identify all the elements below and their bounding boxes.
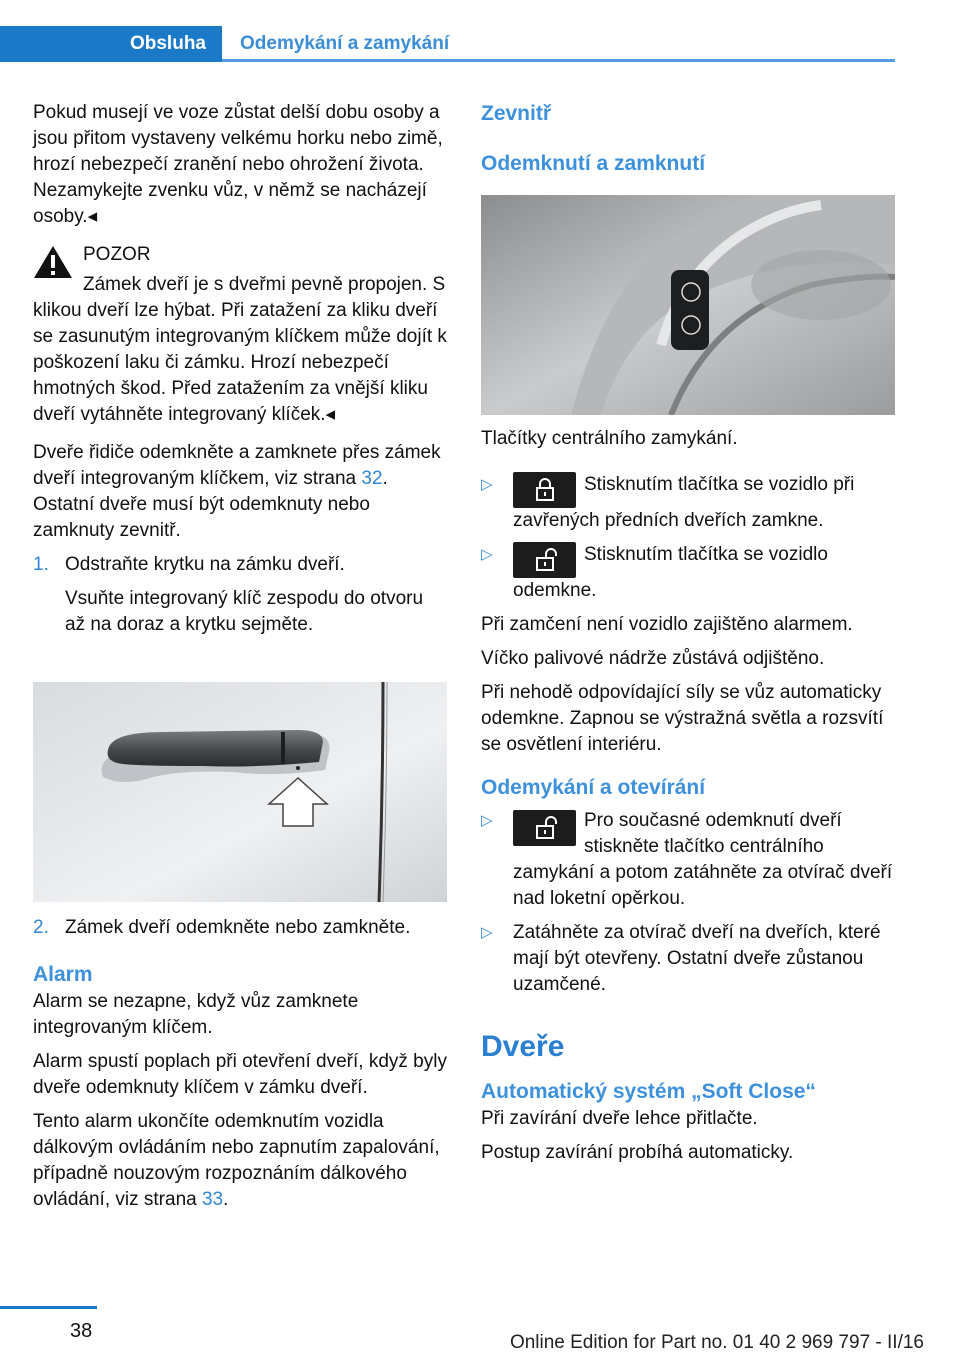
warning-text: Zámek dveří je s dveřmi pevně propojen. S klikou dveří lze hýbat. Při zatažení za kliku dveří se zasunutým integrovaným klíčkem může dojít k poškození laku či zámku. Hrozí nebezpečí hmotných škod. Před zatažením za vnější kliku dveří vytáhněte integrovaný klíček.◂ <box>33 274 447 425</box>
chapter-tab[interactable]: Obsluha <box>0 26 222 62</box>
bullet-triangle-icon: ▷ <box>481 476 493 493</box>
header-rule <box>222 59 895 62</box>
paragraph-alarm-note: Při zamčení není vozidlo zajištěno alarmem. <box>481 614 853 635</box>
warning-triangle-icon <box>33 244 73 280</box>
step-2 <box>33 915 447 941</box>
heading-doors: Dveře <box>481 1030 565 1063</box>
bullet-open-all-text: Pro současné odemknutí dveří stiskněte tlačítko centrálního zamykání a potom zatáhněte za otvírač dveří nad loketní opěrkou. <box>513 810 893 909</box>
heading-soft-close: Automatický systém „Soft Close“ <box>481 1080 816 1103</box>
right-column <box>481 426 895 1174</box>
unlock-button-icon <box>513 810 576 846</box>
step-2-text: Zámek dveří odemkněte nebo zamkněte. <box>65 917 411 938</box>
paragraph-fuel-flap: Víčko palivové nádrže zůstává odjištěno. <box>481 648 825 669</box>
lock-button-icon <box>513 472 576 508</box>
alarm-heading: Alarm <box>33 963 93 986</box>
step-1-number: 1. <box>33 554 49 575</box>
section-title[interactable]: Odemykání a zamykání <box>240 33 450 54</box>
bullet-triangle-icon: ▷ <box>481 812 493 829</box>
bullet-triangle-icon: ▷ <box>481 924 493 941</box>
right-column-top <box>481 100 895 178</box>
bullet-triangle-icon: ▷ <box>481 546 493 563</box>
bullet-unlock-text: Stisknutím tlačítka se vozidlo odemkne. <box>513 544 828 601</box>
step-1-text-b: Vsuňte integrovaný klíč zespodu do otvoru až na doraz a krytku sejměte. <box>65 588 424 635</box>
alarm-paragraph-1: Alarm se nezapne, když vůz zamknete integrovaným klíčem. <box>33 991 359 1038</box>
door-handle-photo <box>33 682 447 902</box>
paragraph-soft-close-1: Při zavírání dveře lehce přitlačte. <box>481 1108 758 1129</box>
page-link-33[interactable]: 33 <box>201 1189 224 1210</box>
page-number: 38 <box>70 1320 93 1342</box>
warning-title: POZOR <box>83 244 151 265</box>
bullet-lock <box>481 472 895 534</box>
bullet-open-all <box>481 808 895 912</box>
unlock-button-icon <box>513 542 576 578</box>
heading-unlock-lock: Odemknutí a zamknutí <box>481 152 706 175</box>
page-link-32[interactable]: 32 <box>361 468 383 489</box>
heading-unlock-open: Odemykání a otevírání <box>481 776 706 799</box>
figure-caption: Tlačítky centrálního zamykání. <box>481 428 738 449</box>
edition-note: Online Edition for Part no. 01 40 2 969 797 - II/16 <box>509 1332 924 1353</box>
paragraph-accident: Při nehodě odpovídající síly se vůz automaticky odemkne. Zapnou se výstražná světla a rozsvítí se osvětlení interiéru. <box>481 682 884 755</box>
bullet-open-one-text: Zatáhněte za otvírač dveří na dveřích, které mají být otevřeny. Ostatní dveře zůstanou uzamčené. <box>513 922 881 995</box>
heading-inside: Zevnitř <box>481 102 552 125</box>
intro-paragraph: Pokud musejí ve voze zůstat delší dobu osoby a jsou přitom vystaveny velkému horku nebo zimě, hrozí nebezpečí zranění nebo ohrožení života. Nezamykejte zvenku vůz, v němž se nacházejí osoby.◂ <box>33 102 443 227</box>
step-1-text-a: Odstraňte krytku na zámku dveří. <box>65 554 345 575</box>
alarm-paragraph-2: Alarm spustí poplach při otevření dveří, když byly dveře odemknuty klíčem v zámku dveří. <box>33 1051 447 1098</box>
left-column <box>33 100 447 646</box>
bullet-unlock <box>481 542 895 604</box>
paragraph-soft-close-2: Postup zavírání probíhá automaticky. <box>481 1142 794 1163</box>
bullet-open-one <box>481 920 895 998</box>
left-column-lower <box>33 915 447 1221</box>
step-2-number: 2. <box>33 917 49 938</box>
alarm-paragraph-3: Tento alarm ukončíte odemknutím vozidla dálkovým ovládáním nebo zapnutím zapalování, případně nouzovým rozpoznáním dálkového ovládání, viz strana 33. <box>33 1111 440 1210</box>
driver-door-paragraph: Dveře řidiče odemkněte a zamknete přes zámek dveří integrovaným klíčkem, viz strana 32. Ostatní dveře musí být odemknuty nebo zamknuty zevnitř. <box>33 442 441 541</box>
footer-rule <box>0 1306 97 1309</box>
step-1 <box>33 552 447 638</box>
central-locking-buttons-photo <box>481 195 895 415</box>
bullet-lock-text: Stisknutím tlačítka se vozidlo při zavřených předních dveřích zamkne. <box>513 474 855 531</box>
warning-block <box>33 242 447 428</box>
